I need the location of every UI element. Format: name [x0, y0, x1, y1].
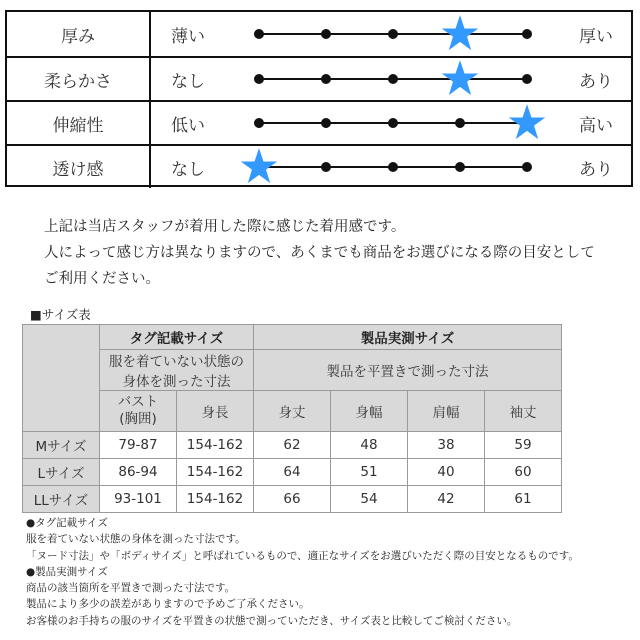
col-header-sleeve: 袖丈: [485, 391, 562, 432]
feel-label: 透け感: [7, 146, 151, 188]
feel-low-label: 低い: [171, 115, 205, 136]
cell-bust: 93-101: [100, 486, 177, 513]
note-line: 上記は当店スタッフが着用した際に感じた着用感です。: [44, 219, 406, 235]
footnote-line: お客様のお手持ちの服のサイズを平置きの状態で測っていただき、サイズ表と比較してご検討ください。: [26, 614, 518, 627]
note-line: 人によって感じ方は異なりますので、あくまでも商品をお選びになる際の目安として: [44, 245, 595, 261]
col-header-line: (胸囲): [119, 411, 157, 427]
cell-sleeve: 61: [485, 486, 562, 513]
cell-width: 54: [331, 486, 408, 513]
group-desc-line: 身体を測った寸法: [122, 374, 231, 390]
feel-label: 柔らかさ: [7, 58, 151, 100]
scale-dot-icon: [321, 118, 331, 128]
scale-dot-icon: [321, 74, 331, 84]
cell-height: 154-162: [177, 459, 254, 486]
feel-high-label: あり: [579, 71, 613, 92]
size-table-title: ■サイズ表: [30, 307, 91, 322]
feel-high-label: あり: [579, 159, 613, 180]
cell-shoulder: 38: [408, 432, 485, 459]
row-header-size: Mサイズ: [23, 432, 100, 459]
wearing-feel-chart: [5, 10, 633, 187]
footnote-heading: ●タグ記載サイズ: [26, 517, 108, 529]
scale-dot-icon: [388, 74, 398, 84]
footnote-heading: ●製品実測サイズ: [26, 565, 108, 578]
note-line: ご利用ください。: [44, 271, 160, 287]
cell-sleeve: 60: [485, 459, 562, 486]
cell-shoulder: 40: [408, 459, 485, 486]
scale-dot-icon: [455, 118, 465, 128]
table-row: [23, 432, 562, 459]
scale-dot-icon: [388, 29, 398, 39]
group-desc-tag: [100, 350, 254, 391]
col-header-bust: [100, 391, 177, 432]
footnote-line: 「ヌード寸法」や「ボディサイズ」と呼ばれているもので、適正なサイズをお選びいただく際の目安となるものです。: [26, 549, 579, 562]
wearing-feel-note: [44, 214, 595, 292]
cell-height: 154-162: [177, 486, 254, 513]
scale-dot-icon: [522, 162, 532, 172]
scale-dot-icon: [388, 162, 398, 172]
cell-length: 62: [254, 432, 331, 459]
feel-row-sheerness: [7, 144, 631, 188]
group-header-product: 製品実測サイズ: [254, 325, 562, 350]
feel-scale: [255, 12, 531, 56]
cell-bust: 86-94: [100, 459, 177, 486]
col-header-height: 身長: [177, 391, 254, 432]
footnote-line: 商品の該当箇所を平置きで測った寸法です。: [26, 582, 236, 595]
feel-row-softness: [7, 56, 631, 100]
feel-row-stretch: [7, 100, 631, 144]
cell-bust: 79-87: [100, 432, 177, 459]
cell-width: 48: [331, 432, 408, 459]
group-desc-product: 製品を平置きで測った寸法: [254, 350, 562, 391]
group-header-tag: タグ記載サイズ: [100, 325, 254, 350]
cell-shoulder: 42: [408, 486, 485, 513]
star-rating-icon: [441, 59, 479, 97]
size-footnotes: [26, 515, 579, 629]
scale-dot-icon: [254, 118, 264, 128]
group-desc-line: 服を着ていない状態の: [109, 354, 244, 370]
col-header-length: 身丈: [254, 391, 331, 432]
col-header-shoulder: 肩幅: [408, 391, 485, 432]
feel-low-label: なし: [171, 159, 205, 180]
feel-row-thickness: [7, 12, 631, 56]
star-rating-icon: [441, 14, 479, 52]
scale-dot-icon: [254, 74, 264, 84]
col-header-width: 身幅: [331, 391, 408, 432]
footnote-line: 製品により多少の誤差がありますので予めご了承ください。: [26, 598, 310, 611]
table-row: [23, 486, 562, 513]
row-header-size: LLサイズ: [23, 486, 100, 513]
cell-sleeve: 59: [485, 432, 562, 459]
cell-length: 66: [254, 486, 331, 513]
footnote-line: 服を着ていない状態の身体を測った寸法です。: [26, 533, 246, 546]
cell-width: 51: [331, 459, 408, 486]
table-row: [23, 459, 562, 486]
cell-height: 154-162: [177, 432, 254, 459]
feel-label: 伸縮性: [7, 102, 151, 144]
feel-low-label: なし: [171, 71, 205, 92]
scale-dot-icon: [321, 29, 331, 39]
feel-low-label: 薄い: [171, 26, 205, 47]
star-rating-icon: [240, 147, 278, 185]
size-table: [22, 324, 562, 513]
scale-dot-icon: [254, 29, 264, 39]
scale-dot-icon: [522, 29, 532, 39]
cell-length: 64: [254, 459, 331, 486]
feel-scale: [255, 102, 531, 144]
size-table-corner: [23, 325, 100, 432]
col-header-line: バスト: [117, 394, 159, 410]
feel-high-label: 高い: [579, 115, 613, 136]
feel-scale: [255, 58, 531, 100]
feel-label: 厚み: [7, 12, 151, 56]
scale-dot-icon: [321, 162, 331, 172]
scale-dot-icon: [522, 74, 532, 84]
scale-dot-icon: [455, 162, 465, 172]
feel-scale: [255, 146, 531, 188]
star-rating-icon: [508, 103, 546, 141]
scale-dot-icon: [388, 118, 398, 128]
feel-high-label: 厚い: [579, 26, 613, 47]
row-header-size: Lサイズ: [23, 459, 100, 486]
